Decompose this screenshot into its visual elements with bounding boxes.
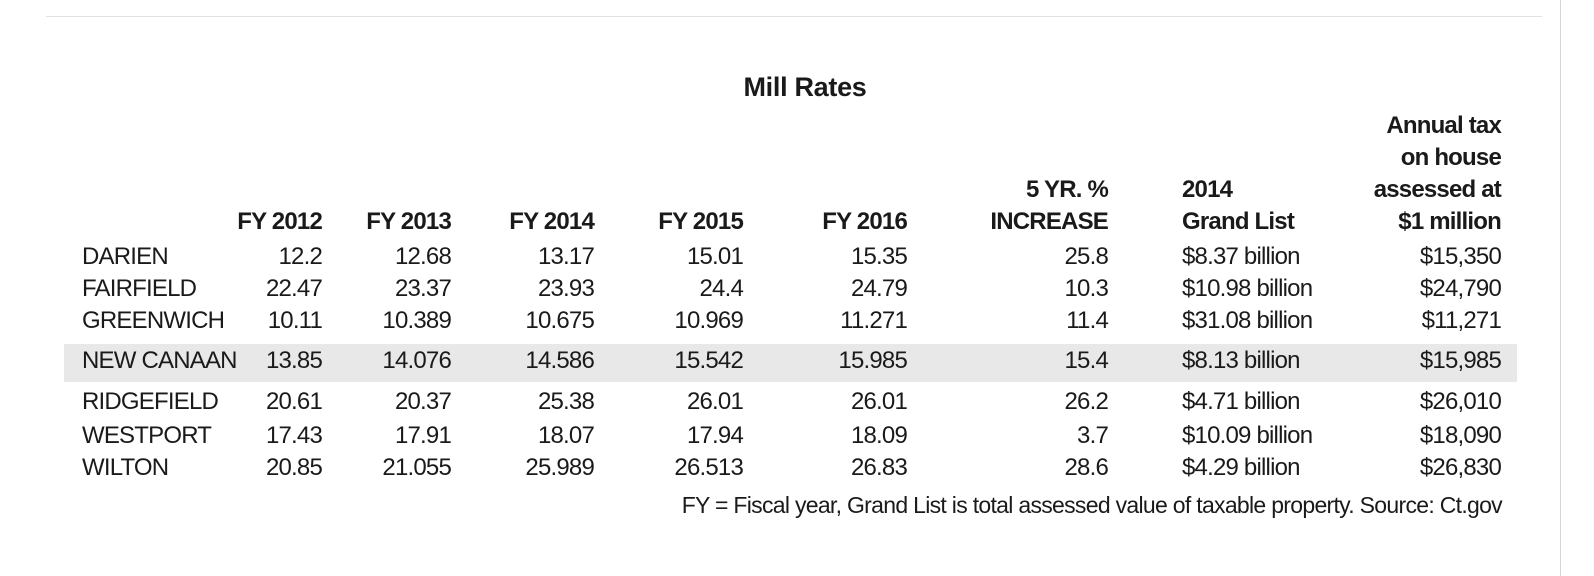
column-header-fy-2013: [366, 206, 451, 238]
cell-ridgefield-five-yr-increase: 26.2: [1064, 388, 1108, 415]
cell-fairfield-grand-list-2014: $10.98 billion: [1182, 275, 1313, 302]
cell-greenwich-fy-2013: 10.389: [382, 307, 451, 334]
cell-fairfield-fy-2012: 22.47: [265, 275, 322, 302]
cell-fairfield-fy-2015: 24.4: [699, 275, 743, 302]
cell-darien-fy-2016: 15.35: [850, 243, 907, 270]
cell-new-canaan-fy-2015: 15.542: [674, 347, 743, 374]
cell-wilton-fy-2015: 26.513: [674, 454, 743, 481]
cell-ridgefield-fy-2016: 26.01: [850, 388, 907, 415]
cell-wilton-fy-2014: 25.989: [525, 454, 594, 481]
cell-wilton-grand-list-2014: $4.29 billion: [1182, 454, 1300, 481]
column-header-line: INCREASE: [990, 208, 1108, 235]
cell-greenwich-fy-2012: 10.11: [267, 307, 322, 334]
cell-wilton-annual-tax: $26,830: [1419, 454, 1501, 481]
cell-ridgefield-fy-2015: 26.01: [686, 388, 743, 415]
cell-fairfield-fy-2016: 24.79: [850, 275, 907, 302]
cell-westport-fy-2013: 17.91: [394, 422, 451, 449]
row-label-wilton: WILTON: [82, 454, 169, 481]
column-header-line: $1 million: [1398, 208, 1501, 235]
row-label-new-canaan: NEW CANAAN: [82, 347, 237, 374]
cell-fairfield-fy-2013: 23.37: [394, 275, 451, 302]
cell-new-canaan-fy-2012: 13.85: [265, 347, 322, 374]
row-label-ridgefield: RIDGEFIELD: [82, 388, 219, 415]
column-header-line: 5 YR. %: [1026, 176, 1108, 203]
cell-greenwich-fy-2015: 10.969: [674, 307, 743, 334]
column-header-line: FY 2016: [822, 208, 907, 235]
cell-greenwich-annual-tax: $11,271: [1421, 307, 1501, 334]
cell-ridgefield-fy-2014: 25.38: [537, 388, 594, 415]
cell-greenwich-fy-2014: 10.675: [525, 307, 594, 334]
cell-fairfield-annual-tax: $24,790: [1419, 275, 1501, 302]
column-header-line: FY 2012: [237, 208, 322, 235]
cell-new-canaan-annual-tax: $15,985: [1419, 347, 1501, 374]
column-header-fy-2014: [509, 206, 594, 238]
cell-greenwich-fy-2016: 11.271: [840, 307, 907, 334]
table-footnote: FY = Fiscal year, Grand List is total assessed value of taxable property. Source: Ct.gov: [681, 492, 1502, 518]
cell-darien-fy-2015: 15.01: [686, 243, 743, 270]
cell-darien-fy-2014: 13.17: [537, 243, 594, 270]
cell-ridgefield-fy-2012: 20.61: [265, 388, 322, 415]
cell-new-canaan-grand-list-2014: $8.13 billion: [1182, 347, 1300, 374]
column-header-fy-2015: [658, 206, 743, 238]
cell-darien-grand-list-2014: $8.37 billion: [1182, 243, 1300, 270]
cell-westport-grand-list-2014: $10.09 billion: [1182, 422, 1313, 449]
cell-darien-five-yr-increase: 25.8: [1064, 243, 1108, 270]
cell-westport-fy-2012: 17.43: [265, 422, 322, 449]
column-header-five-yr-increase: [990, 174, 1108, 238]
cell-new-canaan-fy-2016: 15.985: [838, 347, 907, 374]
cell-westport-fy-2014: 18.07: [537, 422, 594, 449]
row-label-fairfield: FAIRFIELD: [82, 275, 197, 302]
cell-wilton-five-yr-increase: 28.6: [1064, 454, 1108, 481]
row-label-darien: DARIEN: [82, 243, 168, 270]
column-header-annual-tax: [1374, 110, 1501, 238]
cell-westport-annual-tax: $18,090: [1419, 422, 1501, 449]
column-header-line: on house: [1400, 144, 1501, 171]
cell-wilton-fy-2012: 20.85: [265, 454, 322, 481]
cell-fairfield-fy-2014: 23.93: [537, 275, 594, 302]
column-header-grand-list-2014: [1182, 174, 1294, 238]
cell-ridgefield-annual-tax: $26,010: [1419, 388, 1501, 415]
cell-darien-fy-2012: 12.2: [278, 243, 322, 270]
cell-darien-fy-2013: 12.68: [394, 243, 451, 270]
cell-westport-fy-2015: 17.94: [686, 422, 743, 449]
column-header-line: Grand List: [1182, 208, 1295, 235]
column-header-line: 2014: [1182, 176, 1233, 203]
cell-new-canaan-fy-2014: 14.586: [525, 347, 594, 374]
row-label-westport: WESTPORT: [82, 422, 212, 449]
table-title: Mill Rates: [743, 72, 867, 102]
cell-new-canaan-fy-2013: 14.076: [382, 347, 451, 374]
column-header-fy-2016: [822, 206, 907, 238]
row-label-greenwich: GREENWICH: [82, 307, 225, 334]
column-header-line: FY 2014: [509, 208, 594, 235]
cell-greenwich-five-yr-increase: 11.4: [1066, 307, 1108, 334]
cell-westport-five-yr-increase: 3.7: [1077, 422, 1108, 449]
cell-wilton-fy-2016: 26.83: [850, 454, 907, 481]
column-header-line: FY 2013: [366, 208, 451, 235]
cell-ridgefield-fy-2013: 20.37: [394, 388, 451, 415]
cell-darien-annual-tax: $15,350: [1419, 243, 1501, 270]
cell-westport-fy-2016: 18.09: [850, 422, 907, 449]
column-header-fy-2012: [237, 206, 322, 238]
cell-wilton-fy-2013: 21.055: [382, 454, 451, 481]
cell-greenwich-grand-list-2014: $31.08 billion: [1182, 307, 1313, 334]
column-header-line: Annual tax: [1386, 112, 1501, 139]
column-header-line: assessed at: [1373, 176, 1501, 203]
column-header-line: FY 2015: [658, 208, 743, 235]
top-divider: [46, 16, 1542, 17]
cell-new-canaan-five-yr-increase: 15.4: [1064, 347, 1108, 374]
cell-ridgefield-grand-list-2014: $4.71 billion: [1182, 388, 1300, 415]
cell-fairfield-five-yr-increase: 10.3: [1064, 275, 1108, 302]
